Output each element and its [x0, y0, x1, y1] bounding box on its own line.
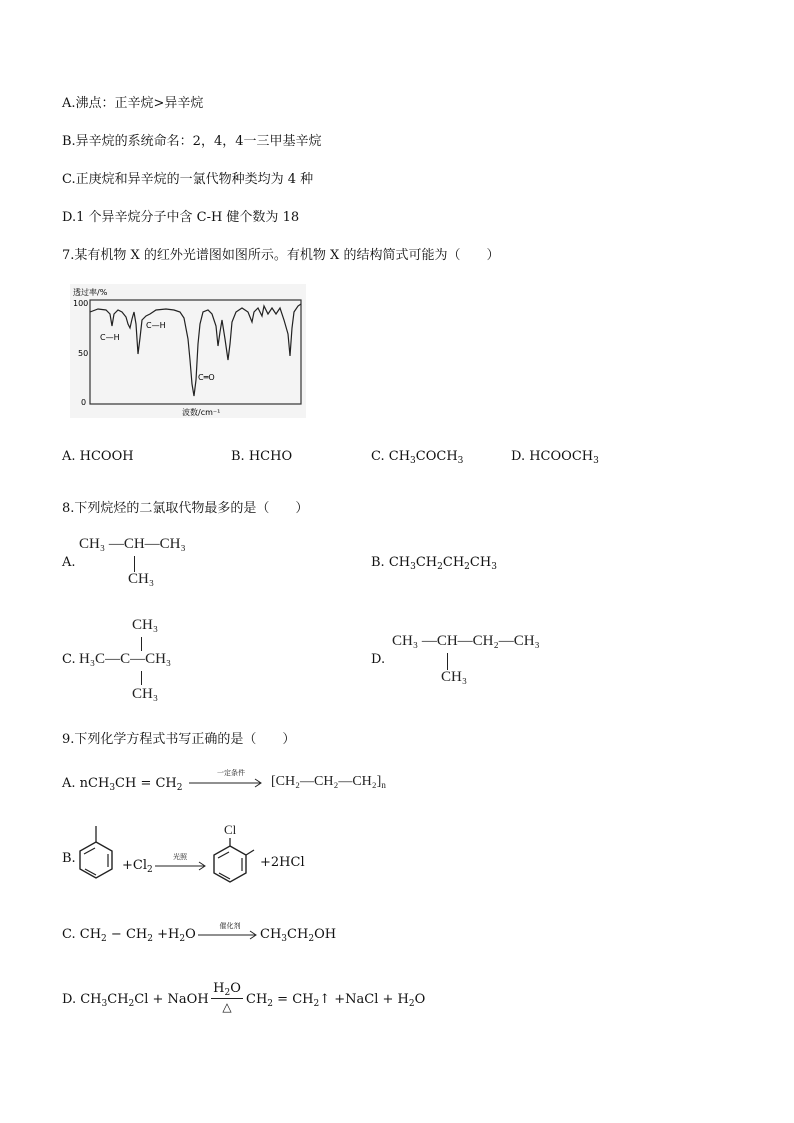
q8-stem: 8.下列烷烃的二氯取代物最多的是（ ）	[62, 501, 309, 516]
q9-option-d-reactants: D. $CH_3CH_2Cl$ + NaOH	[62, 992, 209, 1009]
q9-option-b-condition: 光照	[173, 853, 187, 861]
tick-100: 100	[73, 299, 89, 308]
q9-option-b-reagent: $+Cl_2$	[122, 858, 153, 875]
q9-option-a-reactant: A. $nCH_3CH = CH_2$	[62, 776, 183, 793]
q9-option-c-arrow	[198, 930, 260, 940]
chlorotoluene-ring-icon	[210, 838, 256, 890]
q9-option-d-solvent: $H_2O$	[213, 981, 241, 998]
q9-stem: 9.下列化学方程式书写正确的是（ ）	[62, 732, 296, 747]
q7-stem: 7.某有机物 X 的红外光谱图如图所示。有机物 X 的结构简式可能为（ ）	[62, 248, 500, 263]
q9-option-c-product: $CH_3CH_2OH$	[260, 927, 337, 944]
heat-triangle-icon: △	[222, 1000, 232, 1014]
q6-option-a: A.沸点：正辛烷>异辛烷	[62, 96, 204, 111]
q8-option-b: B. $CH_3CH_2CH_2CH_3$	[371, 555, 497, 572]
q8-option-d-label: D.	[371, 652, 386, 667]
q9-option-c-condition: 催化剂	[219, 922, 241, 930]
q8-option-c-bond-top	[141, 637, 142, 651]
q8-option-c-label: C.	[62, 652, 76, 667]
q7-option-a: A. HCOOH	[62, 449, 134, 464]
q6-option-c: C.正庚烷和异辛烷的一氯代物种类均为 4 种	[62, 172, 314, 187]
q8-option-d-main-chain: CH₃ —CH—CH₂—CH₃	[392, 633, 540, 649]
q8-option-d-bond	[447, 653, 448, 670]
q7-option-c: C. $CH_3COCH_3$	[371, 449, 464, 466]
ir-spectrum-figure	[70, 284, 306, 418]
q8-option-a-label: A.	[62, 555, 76, 570]
q8-option-c-mid: H₃C—C—CH₃	[79, 651, 172, 667]
q9-option-b-arrow	[155, 861, 209, 871]
toluene-ring-icon	[74, 824, 118, 886]
q6-option-d: D.1 个异辛烷分子中含 C-H 健个数为 18	[62, 210, 300, 225]
q9-option-a-degree: n	[381, 780, 386, 790]
q6-option-b: B.异辛烷的系统命名：2，4，4一三甲基辛烷	[62, 134, 322, 149]
q8-option-a-bond	[134, 556, 135, 572]
q7-option-b: B. HCHO	[231, 449, 293, 464]
peak-label-ch-1: C—H	[100, 333, 120, 342]
q9-option-a-product	[271, 774, 386, 790]
tick-50: 50	[78, 349, 89, 358]
peak-label-co: C═O	[198, 373, 215, 382]
open-bracket-icon: [	[271, 774, 276, 789]
q8-option-a-main-chain: CH₃ —CH—CH₃	[79, 536, 186, 552]
tick-0: 0	[81, 398, 87, 407]
q8-option-c-top: CH₃	[132, 617, 159, 633]
q9-option-b-cl: Cl	[224, 822, 237, 837]
q9-option-a-polymer: CH₂—CH₂—CH₂	[275, 774, 377, 789]
spectrum-x-label: 波数/cm⁻¹	[182, 408, 221, 417]
q8-option-d-branch: CH₃	[441, 669, 468, 685]
spectrum-y-label: 透过率/%	[73, 288, 108, 297]
q9-option-a-arrow	[189, 778, 265, 788]
q7-option-d: D. $HCOOCH_3$	[511, 449, 599, 466]
q9-option-c-reactants: C. $CH_2 - CH_2 +H_2O$	[62, 927, 196, 944]
q8-option-a-branch: CH₃	[128, 571, 155, 587]
close-bracket-icon: ]	[376, 774, 382, 789]
q8-option-c-bottom: CH₃	[132, 686, 159, 702]
q9-option-b-label: B.	[62, 851, 76, 866]
q9-option-a-condition: 一定条件	[217, 769, 245, 777]
q8-option-c-bond-bottom	[141, 671, 142, 685]
q9-option-d-products: $CH_2$ = $CH_2↑$ +NaCl + $H_2O$	[246, 992, 426, 1009]
peak-label-ch-2: C—H	[146, 321, 166, 330]
q9-option-b-product: +2HCl	[260, 855, 305, 870]
q9-option-d-fraction-bar	[211, 998, 243, 999]
